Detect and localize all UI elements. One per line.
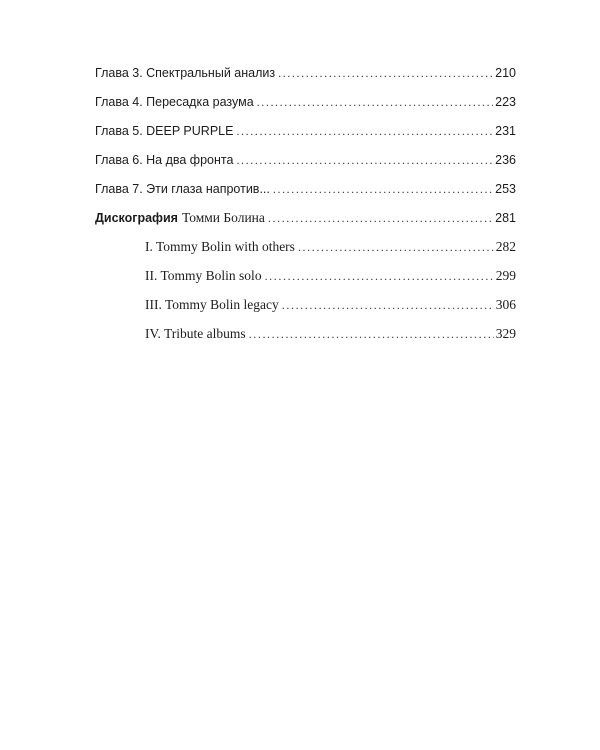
dot-leader — [236, 121, 493, 141]
toc-entry-chapter-6[interactable] — [95, 150, 516, 170]
toc-entry-sub-4[interactable] — [145, 324, 516, 344]
dot-leader — [268, 208, 493, 228]
toc-entry-title: Глава 7. Эти глаза напротив... — [95, 182, 270, 196]
toc-entry-title: IV. Tribute albums — [145, 326, 246, 341]
toc-entry-title: II. Tommy Bolin solo — [145, 268, 262, 283]
toc-page-number: 282 — [495, 239, 516, 254]
dot-leader — [278, 63, 493, 83]
toc-entry-chapter-7[interactable] — [95, 179, 516, 199]
toc-page-number: 231 — [495, 124, 516, 138]
toc-entry-chapter-4[interactable] — [95, 92, 516, 112]
toc-entry-chapter-3[interactable] — [95, 63, 516, 83]
dot-leader — [273, 179, 493, 199]
toc-page-number: 236 — [495, 153, 516, 167]
toc-entry-sub-2[interactable] — [145, 266, 516, 286]
toc-entry-sub-3[interactable] — [145, 295, 516, 315]
toc-entry-title: III. Tommy Bolin legacy — [145, 297, 279, 312]
toc-entry-title: I. Tommy Bolin with others — [145, 239, 295, 254]
toc-entry-title: Глава 4. Пересадка разума — [95, 95, 254, 109]
toc-page-number: 281 — [495, 211, 516, 225]
dot-leader — [257, 92, 493, 112]
toc-entry-title: Глава 6. На два фронта — [95, 153, 234, 167]
toc-page-number: 299 — [495, 268, 516, 283]
dot-leader — [236, 150, 493, 170]
dot-leader — [265, 266, 494, 286]
dot-leader — [249, 324, 494, 344]
dot-leader — [298, 237, 494, 257]
toc-entry-title — [95, 208, 265, 228]
toc-entry-discography[interactable] — [95, 208, 516, 228]
toc-page-number: 210 — [495, 66, 516, 80]
toc-entry-title: Глава 5. DEEP PURPLE — [95, 124, 234, 138]
toc-page-number: 306 — [495, 297, 516, 312]
toc-page-number: 223 — [495, 95, 516, 109]
toc-entry-title: Глава 3. Спектральный анализ — [95, 66, 276, 80]
toc-page-number: 329 — [495, 326, 516, 341]
toc-entry-chapter-5[interactable] — [95, 121, 516, 141]
discography-bold-label: Дискография — [95, 211, 178, 225]
toc-entry-sub-1[interactable] — [145, 237, 516, 257]
discography-rest-label: Томми Болина — [181, 210, 265, 225]
dot-leader — [282, 295, 494, 315]
toc-page-number: 253 — [495, 182, 516, 196]
